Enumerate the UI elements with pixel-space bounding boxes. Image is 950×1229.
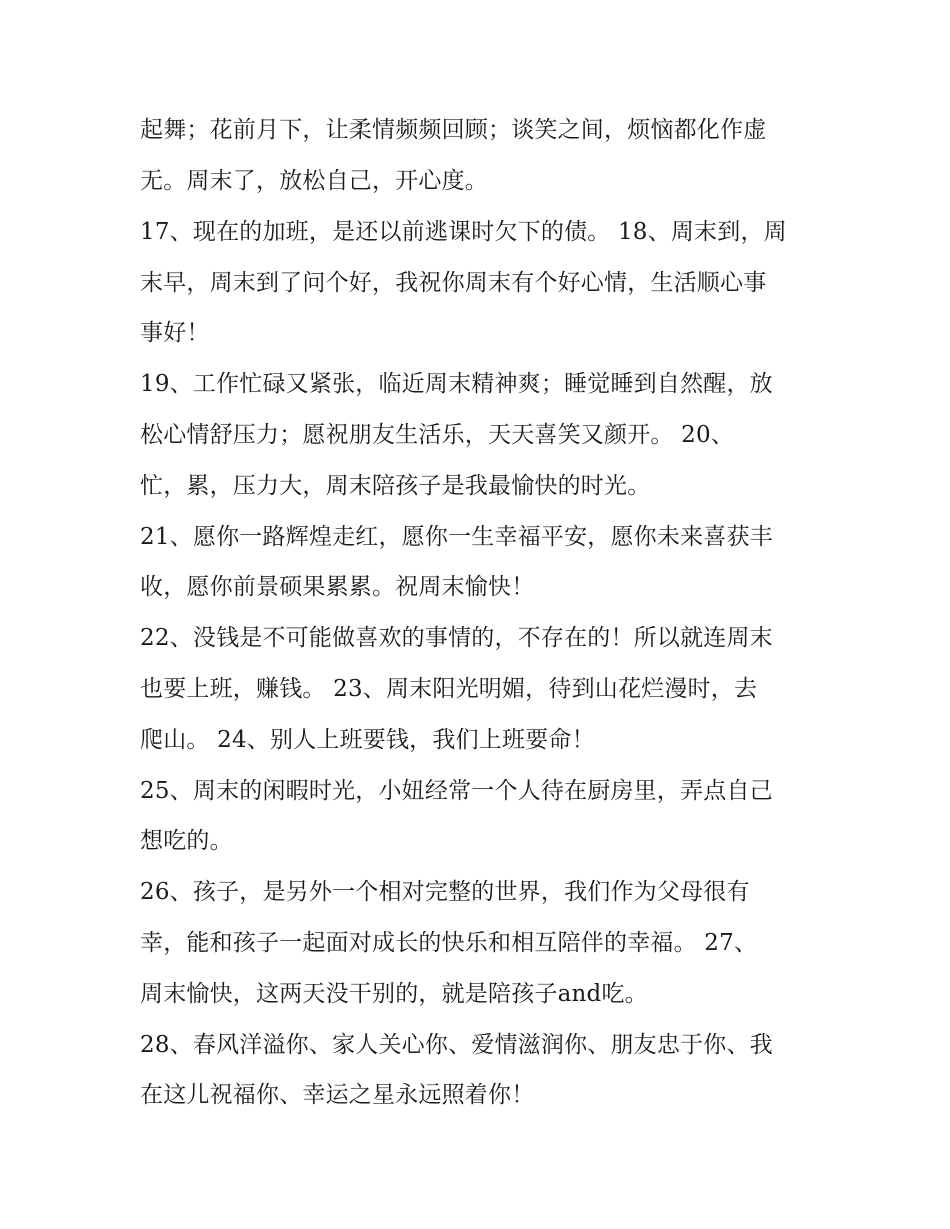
text-line: 幸，能和孩子一起面对成长的快乐和相互陪伴的幸福。 27、 xyxy=(140,930,758,956)
text-line: 22、没钱是不可能做喜欢的事情的，不存在的！所以就连周末 xyxy=(140,625,773,651)
text-line: 事好！ xyxy=(140,320,210,346)
text-line: 爬山。 24、别人上班要钱，我们上班要命！ xyxy=(140,727,595,753)
text-line: 28、春风洋溢你、家人关心你、爱情滋润你、朋友忠于你、我 xyxy=(140,1032,773,1058)
text-line: 忙，累，压力大，周末陪孩子是我最愉快的时光。 xyxy=(140,473,651,499)
text-line: 19、工作忙碌又紧张，临近周末精神爽；睡觉睡到自然醒，放 xyxy=(140,371,773,397)
text-line: 21、愿你一路辉煌走红，愿你一生幸福平安，愿你未来喜获丰 xyxy=(140,524,773,550)
text-line: 起舞；花前月下，让柔情频频回顾；谈笑之间，烦恼都化作虚 xyxy=(140,117,767,143)
text-line: 想吃的。 xyxy=(140,828,233,854)
text-line: 26、孩子，是另外一个相对完整的世界，我们作为父母很有 xyxy=(140,879,750,905)
text-line: 周末愉快，这两天没干别的，就是陪孩子and吃。 xyxy=(140,981,648,1007)
text-line: 收，愿你前景硕果累累。祝周末愉快！ xyxy=(140,574,535,600)
text-line: 在这儿祝福你、幸运之星永远照着你！ xyxy=(140,1082,535,1108)
text-line: 无。周末了，放松自己，开心度。 xyxy=(140,168,488,194)
text-line: 17、现在的加班，是还以前逃课时欠下的债。 18、周末到，周 xyxy=(140,219,787,245)
text-line: 也要上班，赚钱。 23、周末阳光明媚，待到山花烂漫时，去 xyxy=(140,676,758,702)
text-line: 25、周末的闲暇时光，小妞经常一个人待在厨房里，弄点自己 xyxy=(140,778,773,804)
text-line: 末早，周末到了问个好，我祝你周末有个好心情，生活顺心事 xyxy=(140,270,767,296)
text-line: 松心情舒压力；愿祝朋友生活乐，天天喜笑又颜开。 20、 xyxy=(140,422,734,448)
